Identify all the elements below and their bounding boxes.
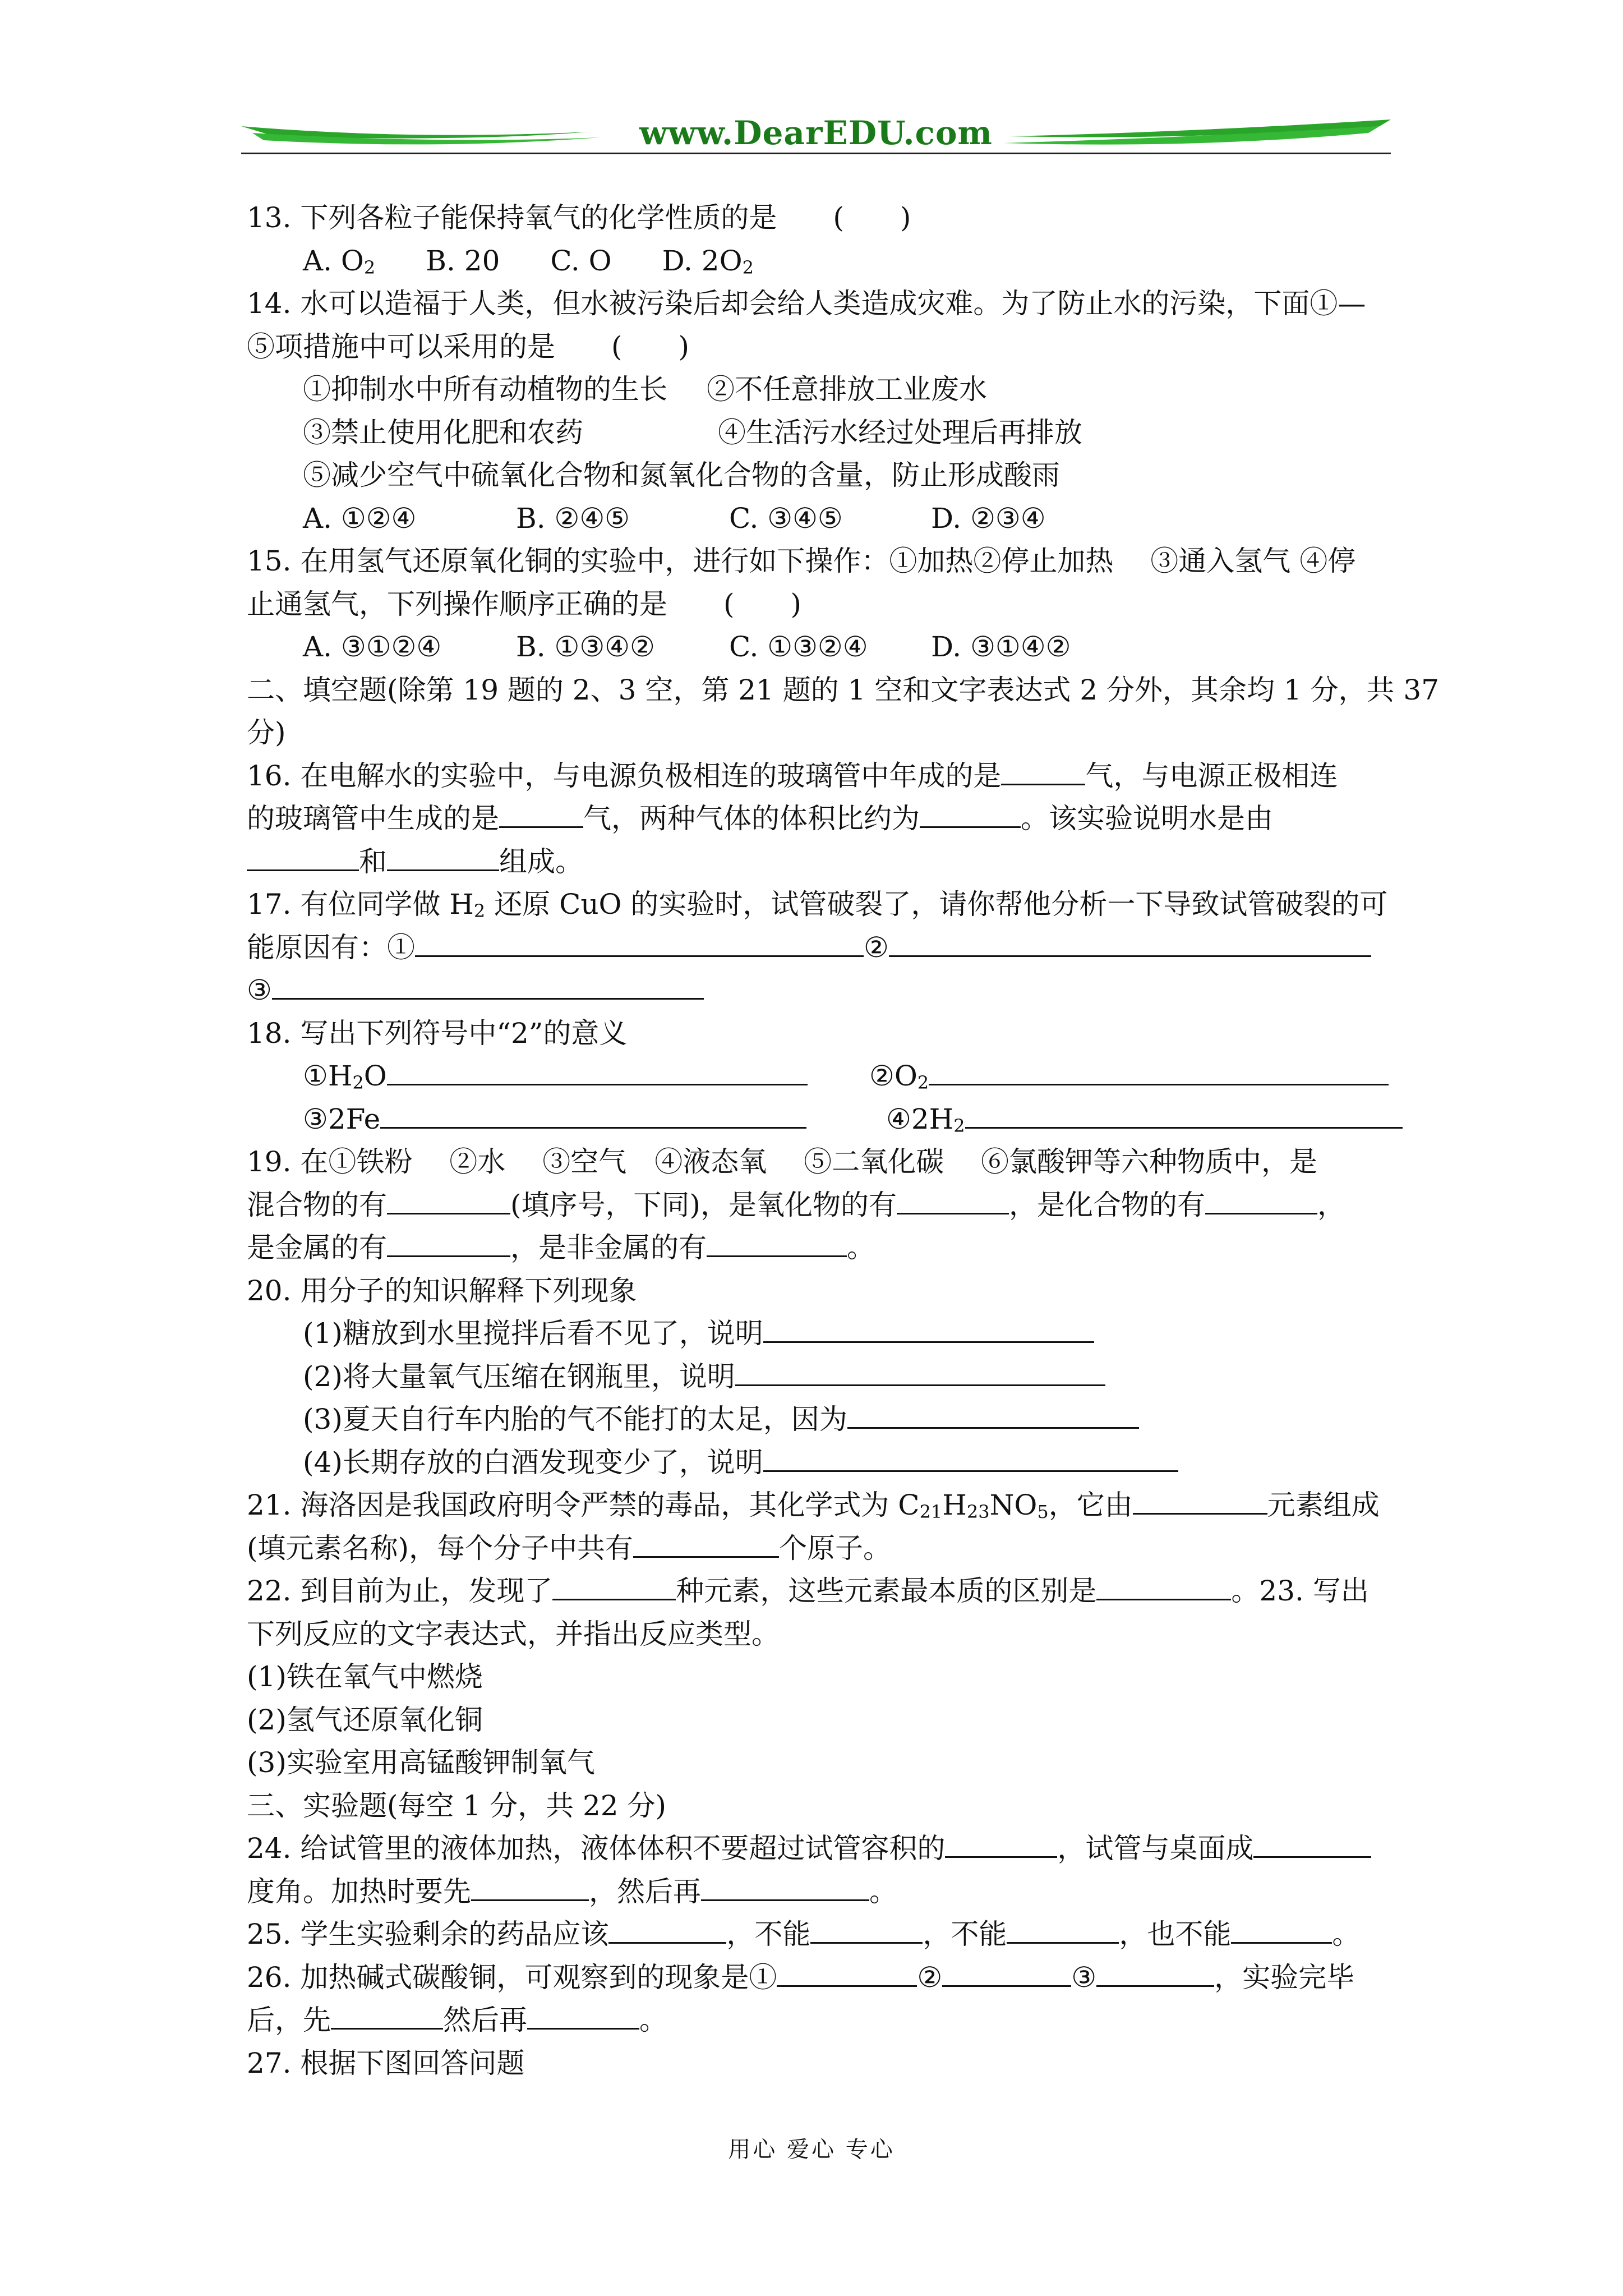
blank[interactable] [1231,1913,1332,1944]
q26-line-2: 后，先 然后再 。 [247,1999,1396,2042]
q13-stem: 13. 下列各粒子能保持氧气的化学性质的是 ( ) [247,201,911,234]
q14-measures-row-3: ⑤减少空气中硫氧化合物和氮氧化合物的含量，防止形成酸雨 [303,459,1060,491]
blank[interactable] [608,1913,726,1944]
q18-row-1: $①H_2O$ $②O_2$ [247,1055,1396,1098]
q23-reaction-3: (3)实验室用高锰酸钾制氧气 [247,1746,595,1779]
q16-line-2: 的玻璃管中生成的是 气，两种气体的体积比约为 。该实验说明水是由 [247,797,1396,840]
blank[interactable] [387,1055,808,1085]
q24-line-2: 度角。加热时要先 ，然后再 。 [247,1870,1396,1913]
blank[interactable] [1096,1956,1214,1987]
q14-options: A. ①②④ B. ②④⑤ C. ③④⑤ D. ②③④ [303,501,1046,535]
q15-line-2: 止通氢气，下列操作顺序正确的是 ( ) [247,587,802,620]
blank[interactable] [1096,1570,1231,1600]
blank[interactable] [272,969,704,1000]
q14-line-1: 14. 水可以造福于人类，但水被污染后却会给人类造成灾难。为了防止水的污染，下面①— [247,287,1366,320]
blank[interactable] [387,1226,510,1257]
q17-line-2: 能原因有：① ② [247,926,1396,969]
q25-line: 25. 学生实验剩余的药品应该 ，不能 ，不能 ，也不能 。 [247,1913,1396,1956]
q13-option-c: C. O [550,244,612,277]
q23-stem: 下列反应的文字表达式，并指出反应类型。 [247,1617,780,1650]
q20-item-3: (3)夏天自行车内胎的气不能打的太足，因为 [247,1398,1396,1441]
page-footer: 用心 爱心 专心 [728,2137,895,2162]
blank[interactable] [945,1827,1057,1858]
blank[interactable] [707,1226,847,1257]
q17-line-1: 17. 有位同学做 $H_2$ 还原 CuO 的实验时，试管破裂了，请你帮他分析一下导致试管破裂的可 [247,888,1388,922]
q14-line-2: ⑤项措施中可以采用的是 ( ) [247,330,690,363]
q21-line-1: 21. 海洛因是我国政府明令严禁的毒品，其化学式为 $C_{21}H_{23}NO_5$，它由 元素组成 [247,1484,1396,1527]
exam-content [247,196,1440,2085]
q16-line-1: 16. 在电解水的实验中，与电源负极相连的玻璃管中年成的是 气，与电源正极相连 [247,754,1396,798]
blank[interactable] [897,1184,1009,1214]
blank[interactable] [1007,1913,1119,1944]
blank[interactable] [415,926,864,957]
blank[interactable] [942,1956,1071,1987]
header-rule [241,153,1391,154]
q15-line-1: 15. 在用氢气还原氧化铜的实验中，进行如下操作：①加热②停止加热 ③通入氢气 ④停 [247,545,1356,577]
q26-line-1: 26. 加热碱式碳酸铜，可观察到的现象是① ② ③ ，实验完毕 [247,1956,1396,1999]
blank[interactable] [471,1870,589,1901]
blank[interactable] [735,1355,1105,1386]
q19-line-2: 混合物的有 (填序号，下同)，是氧化物的有 ，是化合物的有 ， [247,1184,1396,1227]
blank[interactable] [763,1441,1178,1472]
q17-line-3: ③ [247,969,1396,1012]
blank[interactable] [763,1312,1094,1343]
blank[interactable] [1253,1827,1371,1858]
q20-stem: 20. 用分子的知识解释下列现象 [247,1274,637,1307]
q19-line-3: 是金属的有 ，是非金属的有 。 [247,1226,1396,1269]
blank[interactable] [331,1999,443,2030]
q14-measures-row-1: ①抑制水中所有动植物的生长 ②不任意排放工业废水 [303,373,987,406]
blank[interactable] [929,1055,1389,1085]
section-2-title-line-1: 二、填空题(除第 19 题的 2、3 空，第 21 题的 1 空和文字表达式 2 分外，其余均 1 分，共 37 [247,673,1440,706]
blank[interactable] [1001,754,1085,785]
q24-line-1: 24. 给试管里的液体加热，液体体积不要超过试管容积的 ，试管与桌面成 [247,1827,1396,1870]
blank[interactable] [889,926,1371,957]
q19-line-1: 19. 在①铁粉 ②水 ③空气 ④液态氧 ⑤二氧化碳 ⑥氯酸钾等六种物质中，是 [247,1145,1317,1178]
blank[interactable] [965,1098,1403,1129]
q16-line-3: 和 组成。 [247,840,1396,884]
q23-reaction-2: (2)氢气还原氧化铜 [247,1703,483,1736]
q13-option-d: D. $2O_2$ [662,244,754,278]
q18-row-2: ③2Fe $④2H_2$ [247,1098,1396,1141]
blank[interactable] [527,1999,639,2030]
blank[interactable] [380,1098,806,1129]
blank[interactable] [701,1870,869,1901]
q27-stem: 27. 根据下图回答问题 [247,2046,525,2079]
site-name: www.DearEDU.com [639,114,993,152]
q18-stem: 18. 写出下列符号中“2”的意义 [247,1016,628,1050]
blank[interactable] [387,840,499,871]
q20-item-1: (1)糖放到水里搅拌后看不见了，说明 [247,1312,1396,1355]
blank[interactable] [247,840,359,871]
q13-options [247,240,1396,283]
section-3-title: 三、实验题(每空 1 分，共 22 分) [247,1789,667,1822]
q15-options: A. ③①②④ B. ①③④② C. ①③②④ D. ③①④② [303,631,1071,663]
blank[interactable] [920,797,1021,828]
section-2-title-line-2: 分) [247,716,286,749]
q13-option-b: B. 20 [426,244,500,277]
q21-line-2: (填元素名称)，每个分子中共有 个原子。 [247,1527,1396,1570]
blank[interactable] [777,1956,917,1987]
blank[interactable] [810,1913,923,1944]
q23-reaction-1: (1)铁在氧气中燃烧 [247,1660,483,1693]
blank[interactable] [1133,1484,1267,1515]
blank[interactable] [499,797,583,828]
blank[interactable] [847,1398,1139,1429]
blank[interactable] [1205,1184,1317,1214]
blank[interactable] [633,1527,779,1558]
q14-measures-row-2: ③禁止使用化肥和农药 ④生活污水经过处理后再排放 [303,416,1082,449]
blank[interactable] [387,1184,510,1214]
q13-option-a: A. $O_2$ [303,244,376,278]
q20-item-2: (2)将大量氧气压缩在钢瓶里，说明 [247,1355,1396,1398]
q22-line-1: 22. 到目前为止，发现了 种元素，这些元素最本质的区别是 。23. 写出 [247,1570,1396,1613]
blank[interactable] [552,1570,676,1600]
q20-item-4: (4)长期存放的白酒发现变少了，说明 [247,1441,1396,1484]
